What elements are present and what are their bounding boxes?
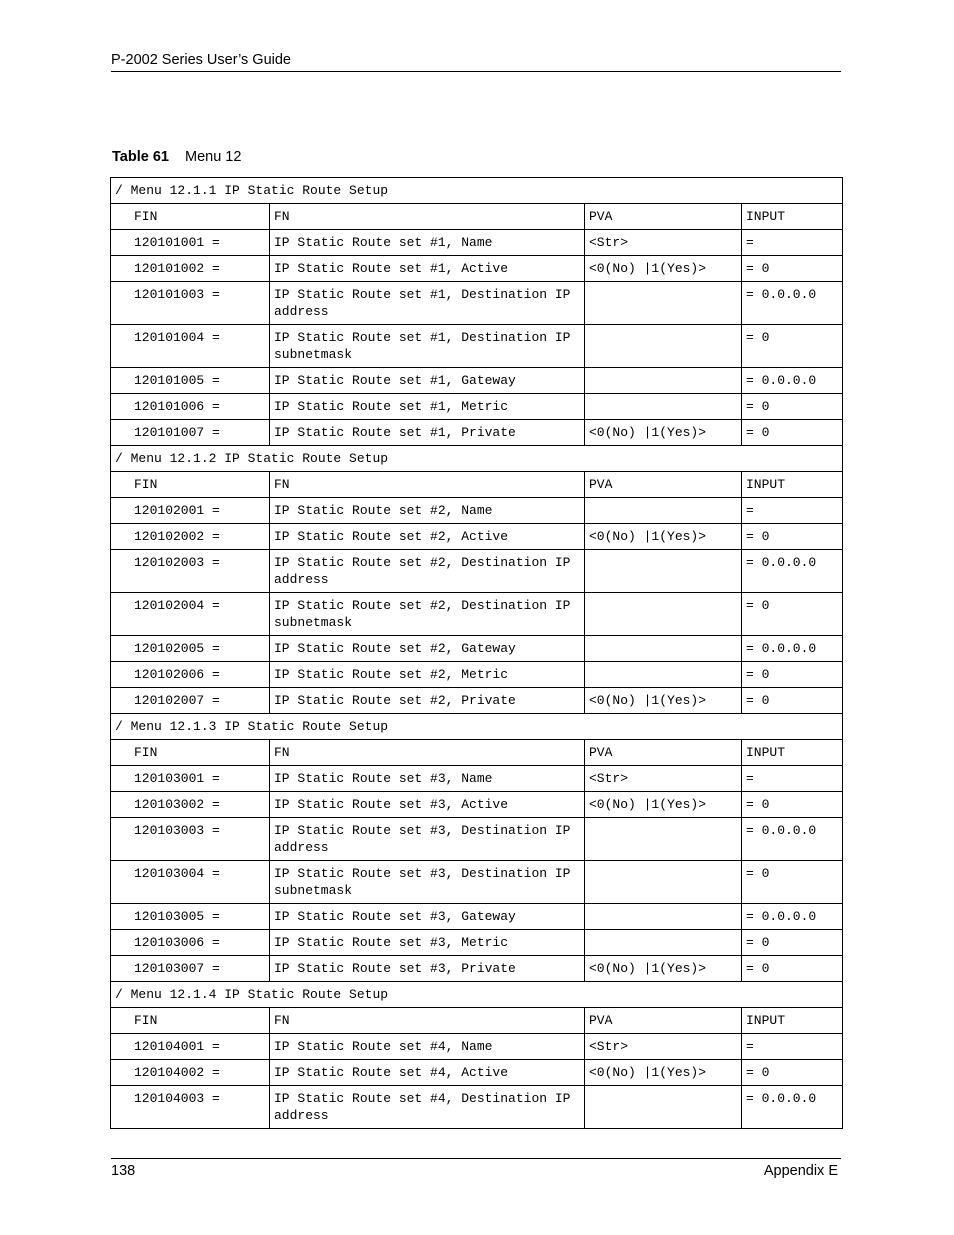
column-header-pva: PVA bbox=[585, 740, 742, 766]
table-row bbox=[111, 282, 843, 325]
cell-fn: IP Static Route set #3, Destination IP address bbox=[270, 818, 585, 861]
table-row bbox=[111, 1060, 843, 1086]
cell-fin: 120101007 = bbox=[111, 420, 270, 446]
section-title: / Menu 12.1.2 IP Static Route Setup bbox=[111, 446, 843, 472]
page-number: 138 bbox=[111, 1163, 136, 1179]
column-header-fin: FIN bbox=[111, 472, 270, 498]
section-title-row bbox=[111, 178, 843, 204]
table-row bbox=[111, 930, 843, 956]
cell-fn: IP Static Route set #4, Name bbox=[270, 1034, 585, 1060]
cell-pva bbox=[585, 325, 742, 368]
table-row bbox=[111, 792, 843, 818]
appendix-label: Appendix E bbox=[763, 1163, 838, 1179]
cell-pva: <0(No) |1(Yes)> bbox=[585, 524, 742, 550]
cell-pva: <0(No) |1(Yes)> bbox=[585, 1060, 742, 1086]
cell-input: = 0 bbox=[742, 688, 843, 714]
column-header-row bbox=[111, 740, 843, 766]
cell-fin: 120101005 = bbox=[111, 368, 270, 394]
table-row bbox=[111, 593, 843, 636]
cell-pva: <0(No) |1(Yes)> bbox=[585, 956, 742, 982]
cell-input: = 0 bbox=[742, 325, 843, 368]
cell-fin: 120102006 = bbox=[111, 662, 270, 688]
cell-fn: IP Static Route set #1, Name bbox=[270, 230, 585, 256]
table-number: Table 61 bbox=[112, 149, 169, 165]
column-header-pva: PVA bbox=[585, 1008, 742, 1034]
table-row bbox=[111, 524, 843, 550]
table-caption bbox=[112, 149, 241, 166]
cell-pva bbox=[585, 904, 742, 930]
cell-fin: 120104002 = bbox=[111, 1060, 270, 1086]
cell-fn: IP Static Route set #3, Gateway bbox=[270, 904, 585, 930]
section-title: / Menu 12.1.3 IP Static Route Setup bbox=[111, 714, 843, 740]
column-header-input: INPUT bbox=[742, 1008, 843, 1034]
section-title-row bbox=[111, 982, 843, 1008]
cell-fn: IP Static Route set #1, Active bbox=[270, 256, 585, 282]
cell-fin: 120101003 = bbox=[111, 282, 270, 325]
cell-fn: IP Static Route set #2, Active bbox=[270, 524, 585, 550]
menu-table-body bbox=[111, 178, 843, 1129]
column-header-pva: PVA bbox=[585, 472, 742, 498]
cell-input: = 0.0.0.0 bbox=[742, 550, 843, 593]
cell-pva bbox=[585, 636, 742, 662]
cell-fn: IP Static Route set #3, Private bbox=[270, 956, 585, 982]
cell-pva: <Str> bbox=[585, 1034, 742, 1060]
cell-fin: 120102001 = bbox=[111, 498, 270, 524]
cell-fin: 120103006 = bbox=[111, 930, 270, 956]
cell-input: = 0 bbox=[742, 792, 843, 818]
cell-fn: IP Static Route set #3, Name bbox=[270, 766, 585, 792]
cell-pva bbox=[585, 861, 742, 904]
table-row bbox=[111, 420, 843, 446]
section-title-row bbox=[111, 446, 843, 472]
table-row bbox=[111, 904, 843, 930]
table-row bbox=[111, 230, 843, 256]
cell-pva bbox=[585, 498, 742, 524]
table-row bbox=[111, 498, 843, 524]
cell-pva bbox=[585, 930, 742, 956]
column-header-fn: FN bbox=[270, 204, 585, 230]
cell-fin: 120103004 = bbox=[111, 861, 270, 904]
cell-fin: 120101004 = bbox=[111, 325, 270, 368]
guide-title: P-2002 Series User’s Guide bbox=[111, 52, 291, 68]
cell-pva bbox=[585, 593, 742, 636]
cell-input: = 0 bbox=[742, 524, 843, 550]
table-row bbox=[111, 662, 843, 688]
column-header-row bbox=[111, 204, 843, 230]
page-footer bbox=[111, 1158, 841, 1180]
cell-input: = 0 bbox=[742, 861, 843, 904]
cell-fn: IP Static Route set #1, Destination IP address bbox=[270, 282, 585, 325]
cell-pva: <0(No) |1(Yes)> bbox=[585, 256, 742, 282]
table-row bbox=[111, 861, 843, 904]
column-header-fn: FN bbox=[270, 1008, 585, 1034]
cell-fin: 120103001 = bbox=[111, 766, 270, 792]
cell-fn: IP Static Route set #2, Metric bbox=[270, 662, 585, 688]
column-header-pva: PVA bbox=[585, 204, 742, 230]
cell-fin: 120101002 = bbox=[111, 256, 270, 282]
table-row bbox=[111, 256, 843, 282]
cell-fin: 120104001 = bbox=[111, 1034, 270, 1060]
cell-fn: IP Static Route set #2, Destination IP subnetmask bbox=[270, 593, 585, 636]
cell-input: = 0.0.0.0 bbox=[742, 636, 843, 662]
column-header-fin: FIN bbox=[111, 740, 270, 766]
page-header bbox=[111, 52, 841, 72]
column-header-row bbox=[111, 472, 843, 498]
cell-fn: IP Static Route set #3, Active bbox=[270, 792, 585, 818]
cell-fin: 120102003 = bbox=[111, 550, 270, 593]
cell-fin: 120104003 = bbox=[111, 1086, 270, 1129]
cell-pva: <0(No) |1(Yes)> bbox=[585, 792, 742, 818]
table-row bbox=[111, 956, 843, 982]
column-header-fn: FN bbox=[270, 740, 585, 766]
table-row bbox=[111, 325, 843, 368]
cell-input: = 0 bbox=[742, 662, 843, 688]
cell-fn: IP Static Route set #1, Private bbox=[270, 420, 585, 446]
cell-pva: <0(No) |1(Yes)> bbox=[585, 688, 742, 714]
cell-fin: 120101006 = bbox=[111, 394, 270, 420]
cell-pva: <Str> bbox=[585, 766, 742, 792]
cell-pva: <Str> bbox=[585, 230, 742, 256]
table-title: Menu 12 bbox=[184, 149, 242, 165]
cell-fn: IP Static Route set #1, Destination IP subnetmask bbox=[270, 325, 585, 368]
cell-fin: 120101001 = bbox=[111, 230, 270, 256]
cell-fin: 120102007 = bbox=[111, 688, 270, 714]
cell-input: = bbox=[742, 230, 843, 256]
cell-fn: IP Static Route set #2, Private bbox=[270, 688, 585, 714]
table-row bbox=[111, 636, 843, 662]
cell-pva: <0(No) |1(Yes)> bbox=[585, 420, 742, 446]
cell-fn: IP Static Route set #3, Metric bbox=[270, 930, 585, 956]
cell-pva bbox=[585, 368, 742, 394]
cell-fn: IP Static Route set #2, Name bbox=[270, 498, 585, 524]
cell-fn: IP Static Route set #2, Gateway bbox=[270, 636, 585, 662]
cell-pva bbox=[585, 394, 742, 420]
cell-input: = 0.0.0.0 bbox=[742, 1086, 843, 1129]
column-header-row bbox=[111, 1008, 843, 1034]
cell-fin: 120103002 = bbox=[111, 792, 270, 818]
cell-fin: 120102005 = bbox=[111, 636, 270, 662]
cell-input: = bbox=[742, 1034, 843, 1060]
column-header-fin: FIN bbox=[111, 204, 270, 230]
cell-input: = 0 bbox=[742, 930, 843, 956]
cell-input: = 0 bbox=[742, 956, 843, 982]
cell-input: = 0.0.0.0 bbox=[742, 368, 843, 394]
table-row bbox=[111, 1086, 843, 1129]
cell-fn: IP Static Route set #2, Destination IP address bbox=[270, 550, 585, 593]
cell-input: = 0 bbox=[742, 593, 843, 636]
section-title-row bbox=[111, 714, 843, 740]
cell-input: = 0.0.0.0 bbox=[742, 904, 843, 930]
table-row bbox=[111, 688, 843, 714]
column-header-input: INPUT bbox=[742, 204, 843, 230]
cell-input: = 0 bbox=[742, 394, 843, 420]
cell-fin: 120103003 = bbox=[111, 818, 270, 861]
cell-fin: 120103007 = bbox=[111, 956, 270, 982]
table-row bbox=[111, 766, 843, 792]
cell-pva bbox=[585, 282, 742, 325]
table-row bbox=[111, 1034, 843, 1060]
cell-pva bbox=[585, 1086, 742, 1129]
cell-fn: IP Static Route set #1, Metric bbox=[270, 394, 585, 420]
section-title: / Menu 12.1.1 IP Static Route Setup bbox=[111, 178, 843, 204]
menu-12-table bbox=[110, 177, 843, 1129]
table-row bbox=[111, 818, 843, 861]
cell-input: = 0 bbox=[742, 1060, 843, 1086]
cell-fin: 120102002 = bbox=[111, 524, 270, 550]
cell-input: = 0 bbox=[742, 256, 843, 282]
cell-input: = bbox=[742, 498, 843, 524]
column-header-input: INPUT bbox=[742, 472, 843, 498]
column-header-fin: FIN bbox=[111, 1008, 270, 1034]
cell-pva bbox=[585, 818, 742, 861]
column-header-fn: FN bbox=[270, 472, 585, 498]
cell-input: = 0.0.0.0 bbox=[742, 818, 843, 861]
cell-fn: IP Static Route set #4, Destination IP address bbox=[270, 1086, 585, 1129]
cell-fn: IP Static Route set #1, Gateway bbox=[270, 368, 585, 394]
cell-input: = 0 bbox=[742, 420, 843, 446]
cell-input: = bbox=[742, 766, 843, 792]
table-row bbox=[111, 368, 843, 394]
table-row bbox=[111, 394, 843, 420]
cell-input: = 0.0.0.0 bbox=[742, 282, 843, 325]
cell-fn: IP Static Route set #4, Active bbox=[270, 1060, 585, 1086]
column-header-input: INPUT bbox=[742, 740, 843, 766]
cell-fin: 120103005 = bbox=[111, 904, 270, 930]
section-title: / Menu 12.1.4 IP Static Route Setup bbox=[111, 982, 843, 1008]
cell-pva bbox=[585, 550, 742, 593]
cell-fin: 120102004 = bbox=[111, 593, 270, 636]
table-row bbox=[111, 550, 843, 593]
cell-fn: IP Static Route set #3, Destination IP subnetmask bbox=[270, 861, 585, 904]
cell-pva bbox=[585, 662, 742, 688]
